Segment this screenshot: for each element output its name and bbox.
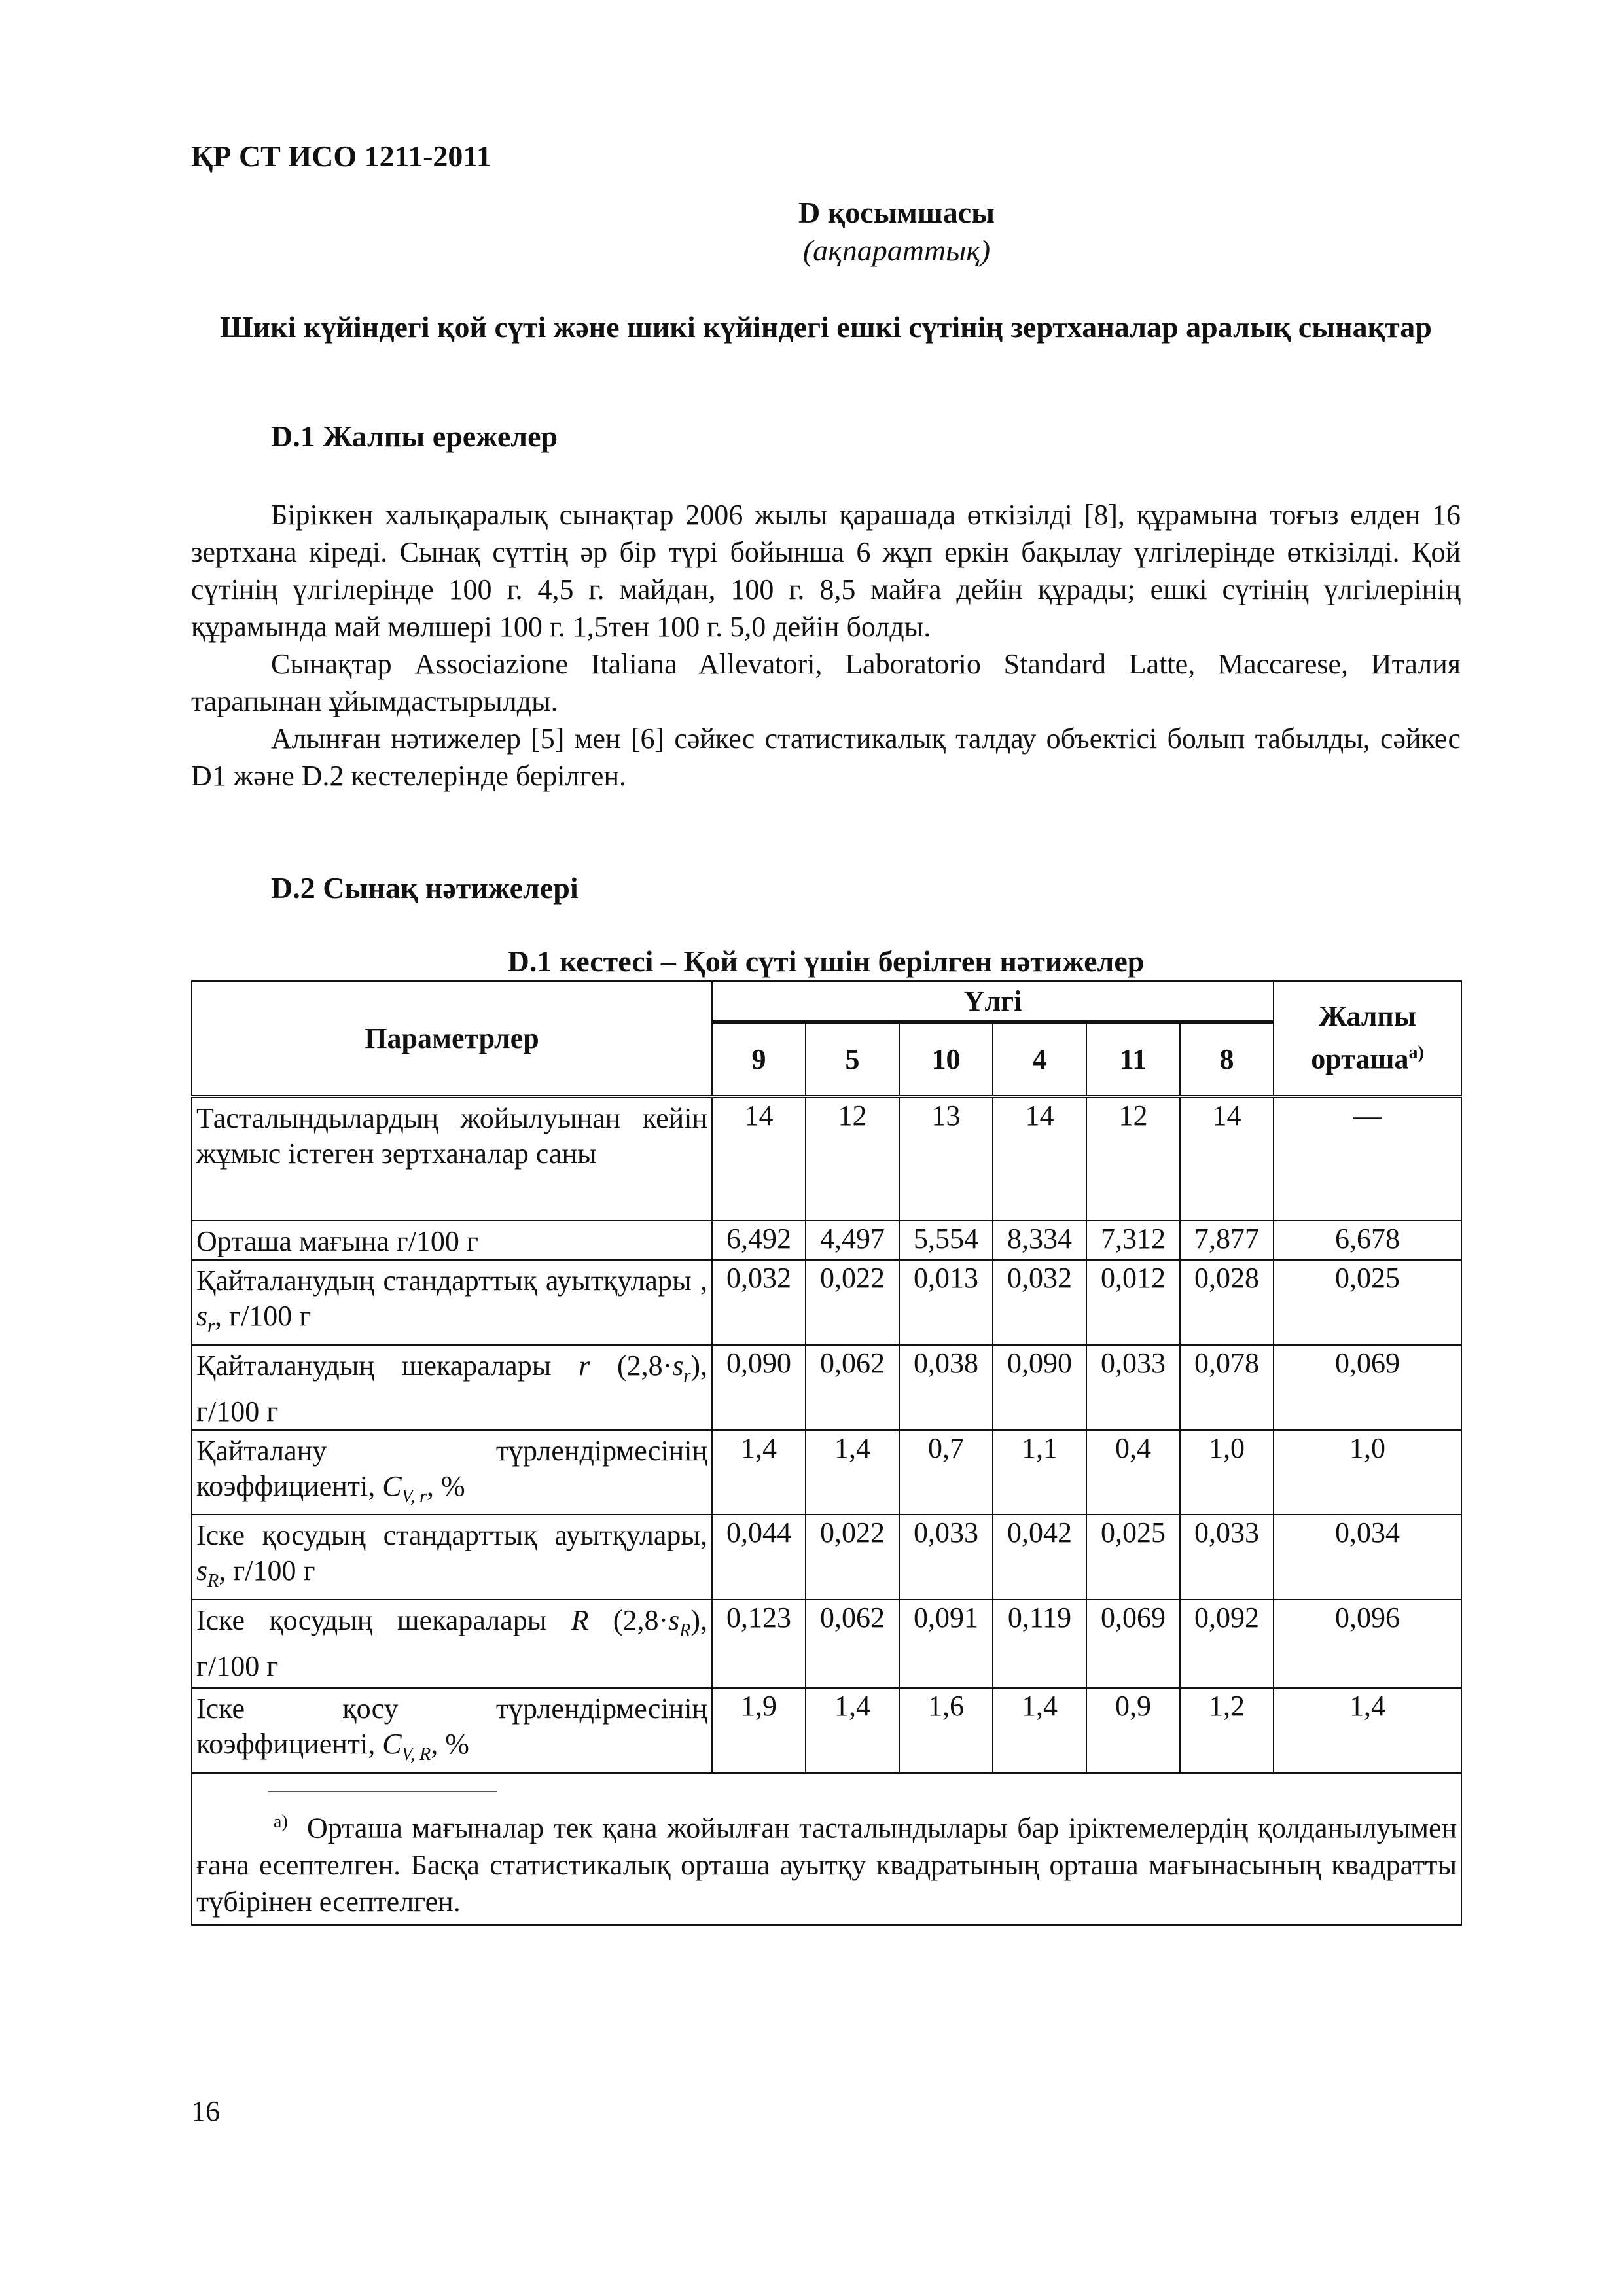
parameter-label bbox=[192, 1688, 712, 1773]
total-mean-value: 0,025 bbox=[1274, 1260, 1461, 1345]
parameter-text: Іске қосудың стандарттық ауытқулары, bbox=[196, 1519, 707, 1552]
parameter-label bbox=[192, 1096, 712, 1221]
total-mean-value: 0,096 bbox=[1274, 1600, 1461, 1688]
sample-value: 0,033 bbox=[1180, 1515, 1274, 1600]
sample-header: 11 bbox=[1086, 1022, 1180, 1096]
sample-value: 0,4 bbox=[1086, 1430, 1180, 1515]
sample-value: 1,4 bbox=[806, 1688, 899, 1773]
parameter-text: ), г/100 г bbox=[196, 1604, 707, 1682]
sample-value: 14 bbox=[993, 1096, 1086, 1221]
total-mean-value: 1,4 bbox=[1274, 1688, 1461, 1773]
parameter-symbol: s bbox=[196, 1300, 208, 1332]
footnote-rule bbox=[268, 1791, 497, 1792]
sample-value: 1,9 bbox=[712, 1688, 806, 1773]
parameter-label bbox=[192, 1515, 712, 1600]
paragraph: Алынған нәтижелер [5] мен [6] сәйкес статистикалық талдау объектісі болып табылды, сәйкес D1 және D.2 кестелерінде берілген. bbox=[191, 723, 1461, 792]
results-table-wrapper bbox=[191, 980, 1461, 1926]
parameter-symbol: s bbox=[672, 1349, 684, 1382]
sample-value: 1,2 bbox=[1180, 1688, 1274, 1773]
sample-header: 9 bbox=[712, 1022, 806, 1096]
parameter-text: (2,8· bbox=[590, 1349, 673, 1382]
header-total-line1: Жалпы bbox=[1318, 1000, 1417, 1033]
parameter-subscript: R bbox=[679, 1620, 691, 1641]
paragraph: Біріккен халықаралық сынақтар 2006 жылы қарашада өткізілді [8], құрамына тоғыз елден 16 зертхана кіреді. Сынақ сүттің әр бір түрі бойынша 6 жұп еркін бақылау үлгілерінде өткізілді. Қой сүтінің үлгілерінде 100 г. 4,5 г. майдан, 100 г. 8,5 майға дейін құрады; ешкі сүтінің үлгілерінің құрамында май мөлшері 100 г. 1,5тен 100 г. 5,0 дейін болды. bbox=[191, 499, 1461, 643]
parameter-subscript: V, r bbox=[401, 1486, 427, 1507]
header-total-line2: орташа bbox=[1311, 1043, 1409, 1076]
sample-value: 4,497 bbox=[806, 1221, 899, 1260]
sample-value: 0,078 bbox=[1180, 1345, 1274, 1430]
parameter-text: , г/100 г bbox=[219, 1554, 315, 1587]
sample-value: 0,090 bbox=[993, 1345, 1086, 1430]
table-caption: D.1 кестесі – Қой сүті үшін берілген нәтижелер bbox=[507, 944, 1145, 978]
sample-value: 0,090 bbox=[712, 1345, 806, 1430]
sample-value: 8,334 bbox=[993, 1221, 1086, 1260]
sample-value: 0,123 bbox=[712, 1600, 806, 1688]
total-mean-value: 1,0 bbox=[1274, 1430, 1461, 1515]
paragraph: Сынақтар Associazione Italiana Allevatori, Laboratorio Standard Latte, Maccarese, Италия тарапынан ұйымдастырылды. bbox=[191, 648, 1461, 717]
parameter-subscript: r bbox=[207, 1316, 215, 1336]
table-row bbox=[192, 1096, 1461, 1221]
parameter-text: ), г/100 г bbox=[196, 1349, 707, 1427]
parameter-subscript: r bbox=[683, 1365, 691, 1386]
sample-value: 6,492 bbox=[712, 1221, 806, 1260]
sample-value: 0,119 bbox=[993, 1600, 1086, 1688]
parameter-label bbox=[192, 1345, 712, 1430]
table-row bbox=[192, 1260, 1461, 1345]
parameter-text: Орташа мағына г/100 г bbox=[196, 1225, 478, 1257]
table-row bbox=[192, 1600, 1461, 1688]
sample-value: 14 bbox=[712, 1096, 806, 1221]
sample-header: 8 bbox=[1180, 1022, 1274, 1096]
sample-value: 0,022 bbox=[806, 1515, 899, 1600]
parameter-text: , г/100 г bbox=[215, 1300, 312, 1332]
parameter-text: Тасталындылардың жойылуынан кейін жұмыс істеген зертханалар саны bbox=[196, 1102, 707, 1170]
sample-value: 1,4 bbox=[806, 1430, 899, 1515]
sample-value: 5,554 bbox=[899, 1221, 993, 1260]
table-row bbox=[192, 1221, 1461, 1260]
document-title: Шикі күйіндегі қой сүті және шикі күйіндегі ешкі сүтінің зертханалар аралық сынақтар bbox=[220, 310, 1432, 344]
table-row bbox=[192, 1430, 1461, 1515]
sample-value: 0,032 bbox=[712, 1260, 806, 1345]
parameter-label bbox=[192, 1260, 712, 1345]
sample-value: 0,033 bbox=[899, 1515, 993, 1600]
table-row bbox=[192, 1345, 1461, 1430]
footnote-marker: а) bbox=[274, 1811, 288, 1832]
sample-value: 1,0 bbox=[1180, 1430, 1274, 1515]
sample-value: 0,091 bbox=[899, 1600, 993, 1688]
results-table bbox=[191, 980, 1462, 1926]
parameter-label bbox=[192, 1430, 712, 1515]
sample-value: 1,6 bbox=[899, 1688, 993, 1773]
parameter-symbol: s bbox=[668, 1604, 680, 1637]
sample-value: 0,032 bbox=[993, 1260, 1086, 1345]
sample-value: 0,013 bbox=[899, 1260, 993, 1345]
total-mean-value: — bbox=[1274, 1096, 1461, 1221]
table-row bbox=[192, 1688, 1461, 1773]
sample-value: 7,312 bbox=[1086, 1221, 1180, 1260]
parameter-text: , % bbox=[427, 1469, 465, 1502]
sample-value: 7,877 bbox=[1180, 1221, 1274, 1260]
parameter-text: (2,8· bbox=[588, 1604, 669, 1637]
header-total-mean bbox=[1274, 981, 1461, 1096]
table-footnote bbox=[192, 1773, 1461, 1925]
annex-title: D қосымшасы bbox=[798, 196, 995, 229]
parameter-symbol: R bbox=[571, 1604, 589, 1637]
section-heading-general: D.1 Жалпы ережелер bbox=[271, 420, 558, 453]
header-parameters: Параметрлер bbox=[192, 981, 712, 1096]
sample-header: 4 bbox=[993, 1022, 1086, 1096]
sample-value: 12 bbox=[1086, 1096, 1180, 1221]
sample-value: 12 bbox=[806, 1096, 899, 1221]
parameter-text: Іске қосу түрлендірмесінің коэффициенті, bbox=[196, 1693, 707, 1761]
sample-value: 0,7 bbox=[899, 1430, 993, 1515]
parameter-text: Қайталанудың шекаралары bbox=[196, 1349, 579, 1382]
sample-value: 0,028 bbox=[1180, 1260, 1274, 1345]
sample-header: 10 bbox=[899, 1022, 993, 1096]
parameter-symbol: s bbox=[196, 1554, 208, 1587]
parameter-symbol: r bbox=[579, 1349, 590, 1382]
sample-value: 14 bbox=[1180, 1096, 1274, 1221]
footnote-marker: а) bbox=[1408, 1043, 1424, 1064]
sample-value: 13 bbox=[899, 1096, 993, 1221]
sample-value: 1,1 bbox=[993, 1430, 1086, 1515]
parameter-label bbox=[192, 1221, 712, 1260]
sample-value: 0,092 bbox=[1180, 1600, 1274, 1688]
page-number: 16 bbox=[191, 2095, 220, 2127]
sample-value: 0,042 bbox=[993, 1515, 1086, 1600]
parameter-symbol: C bbox=[382, 1728, 402, 1761]
section-body-general bbox=[191, 496, 1461, 795]
table-row bbox=[192, 1515, 1461, 1600]
sample-value: 0,022 bbox=[806, 1260, 899, 1345]
parameter-subscript: R bbox=[207, 1571, 219, 1592]
sample-value: 0,044 bbox=[712, 1515, 806, 1600]
sample-value: 0,033 bbox=[1086, 1345, 1180, 1430]
sample-value: 0,062 bbox=[806, 1345, 899, 1430]
parameter-label bbox=[192, 1600, 712, 1688]
sample-value: 0,038 bbox=[899, 1345, 993, 1430]
parameter-symbol: C bbox=[382, 1469, 402, 1502]
sample-value: 0,062 bbox=[806, 1600, 899, 1688]
parameter-text: Қайталану түрлендірмесінің коэффициенті, bbox=[196, 1434, 707, 1502]
sample-value: 0,9 bbox=[1086, 1688, 1180, 1773]
header-sample: Үлгі bbox=[712, 981, 1274, 1022]
footnote-text: Орташа мағыналар тек қана жойылған тасталындылары бар іріктемелердің қолданылуымен ғана есептелген. Басқа статистикалық орташа ауытқу квадратының орташа мағынасының квадратты түбірінен есептелген. bbox=[196, 1812, 1457, 1918]
parameter-text: Іске қосудың шекаралары bbox=[196, 1604, 571, 1637]
total-mean-value: 6,678 bbox=[1274, 1221, 1461, 1260]
sample-value: 0,069 bbox=[1086, 1600, 1180, 1688]
sample-value: 1,4 bbox=[712, 1430, 806, 1515]
sample-value: 0,025 bbox=[1086, 1515, 1180, 1600]
parameter-text: Қайталанудың стандарттық ауытқулары , bbox=[196, 1265, 707, 1297]
sample-header: 5 bbox=[806, 1022, 899, 1096]
parameter-text: , % bbox=[431, 1728, 469, 1761]
total-mean-value: 0,069 bbox=[1274, 1345, 1461, 1430]
total-mean-value: 0,034 bbox=[1274, 1515, 1461, 1600]
annex-status: (ақпараттық) bbox=[802, 234, 991, 267]
sample-value: 1,4 bbox=[993, 1688, 1086, 1773]
sample-value: 0,012 bbox=[1086, 1260, 1180, 1345]
parameter-subscript: V, R bbox=[401, 1744, 431, 1765]
section-heading-results: D.2 Сынақ нәтижелері bbox=[271, 871, 579, 905]
standard-code: ҚР СТ ИСО 1211-2011 bbox=[191, 139, 491, 173]
